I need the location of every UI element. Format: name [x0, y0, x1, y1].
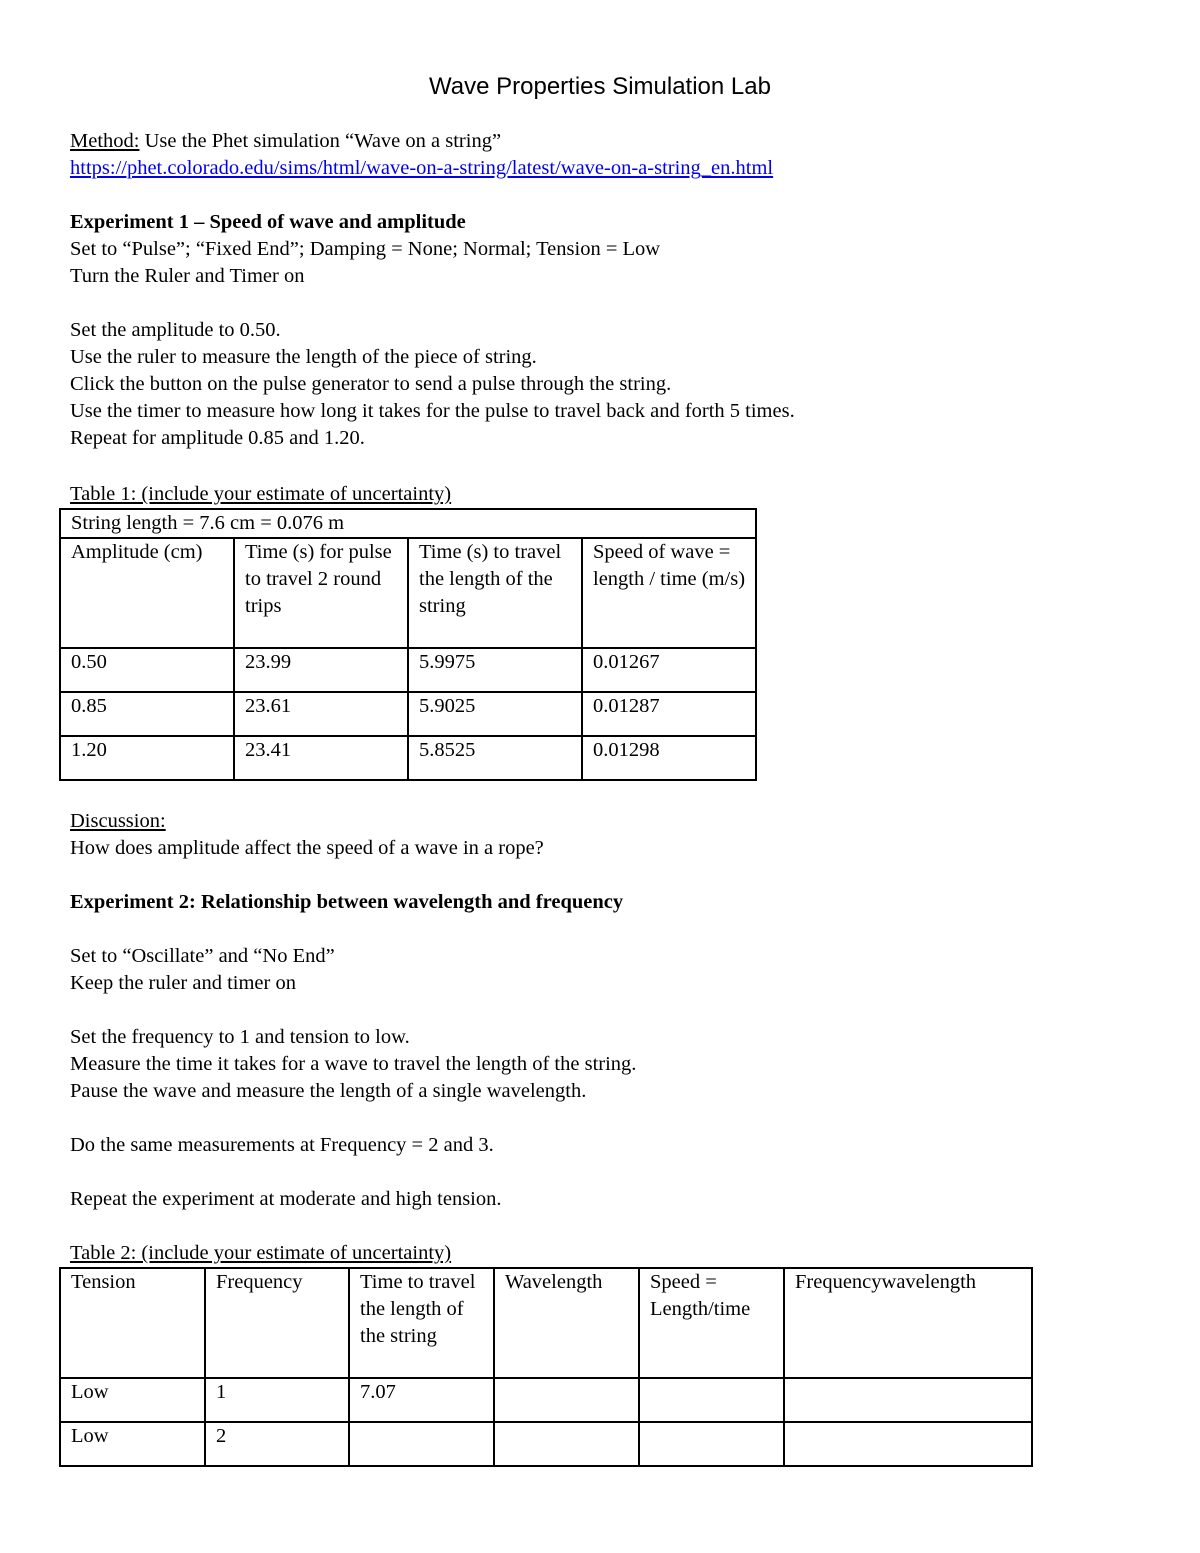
- exp1-step: Use the ruler to measure the length of the piece of string.: [70, 346, 537, 368]
- exp2-step: Measure the time it takes for a wave to travel the length of the string.: [70, 1053, 637, 1075]
- table-row: [60, 1378, 1032, 1422]
- table-row: [60, 1422, 1032, 1466]
- header-cell: Frequency: [205, 1268, 349, 1378]
- header-cell: Frequencywavelength: [784, 1268, 1032, 1378]
- exp1-setup-line: Set to “Pulse”; “Fixed End”; Damping = None; Normal; Tension = Low: [70, 238, 661, 260]
- exp1-step: Repeat for amplitude 0.85 and 1.20.: [70, 427, 365, 449]
- exp2-setup-line: Set to “Oscillate” and “No End”: [70, 945, 335, 967]
- discussion-section: [70, 808, 1130, 1213]
- table-row: [60, 648, 756, 692]
- table-row: [60, 692, 756, 736]
- exp1-step: Use the timer to measure how long it takes for the pulse to travel back and forth 5 times.: [70, 400, 795, 422]
- table-2-caption: Table 2: (include your estimate of uncertainty): [70, 1242, 452, 1264]
- exp2-setup-line: Keep the ruler and timer on: [70, 972, 296, 994]
- table-cell: 0.85: [60, 692, 234, 736]
- table-cell: [639, 1422, 784, 1466]
- table-header-row: [60, 538, 756, 648]
- header-cell: Time to travel the length of the string: [349, 1268, 494, 1378]
- table-cell: 5.9975: [408, 648, 582, 692]
- table-cell: 5.8525: [408, 736, 582, 780]
- table-row: [60, 736, 756, 780]
- header-cell: Speed of wave = length / time (m/s): [582, 538, 756, 648]
- discussion-label: Discussion:: [70, 810, 166, 832]
- table-cell: [639, 1378, 784, 1422]
- method-line: [70, 128, 1130, 155]
- exp2-step: Set the frequency to 1 and tension to low.: [70, 1026, 410, 1048]
- simulation-link[interactable]: https://phet.colorado.edu/sims/html/wave-on-a-string/latest/wave-on-a-string_en.html: [70, 157, 774, 179]
- exp2-step: Pause the wave and measure the length of a single wavelength.: [70, 1080, 587, 1102]
- header-cell: Wavelength: [494, 1268, 639, 1378]
- simulation-link-line: [70, 155, 1130, 182]
- table-cell: [784, 1378, 1032, 1422]
- table-1-caption: Table 1: (include your estimate of uncertainty): [70, 483, 452, 505]
- header-cell: Speed = Length/time: [639, 1268, 784, 1378]
- table-cell: [349, 1422, 494, 1466]
- table-cell: 23.61: [234, 692, 408, 736]
- table-cell: [784, 1422, 1032, 1466]
- table-row: [60, 509, 756, 538]
- table-cell: [494, 1422, 639, 1466]
- table-2: [59, 1267, 1033, 1467]
- exp1-setup-line: Turn the Ruler and Timer on: [70, 265, 305, 287]
- document-body: [70, 128, 1130, 452]
- table-cell: 23.41: [234, 736, 408, 780]
- table-cell: 0.50: [60, 648, 234, 692]
- header-cell: Time (s) for pulse to travel 2 round trips: [234, 538, 408, 648]
- header-cell: Time (s) to travel the length of the string: [408, 538, 582, 648]
- table-cell: 5.9025: [408, 692, 582, 736]
- method-label: Method:: [70, 130, 140, 152]
- exp2-same-measurements: Do the same measurements at Frequency = 2 and 3.: [70, 1134, 494, 1156]
- page-title: Wave Properties Simulation Lab: [429, 73, 771, 100]
- experiment-2-heading: Experiment 2: Relationship between wavelength and frequency: [70, 891, 624, 913]
- table-cell: [494, 1378, 639, 1422]
- method-text: Use the Phet simulation “Wave on a string”: [139, 130, 502, 152]
- table-cell: 1: [205, 1378, 349, 1422]
- experiment-1-heading: Experiment 1 – Speed of wave and amplitude: [70, 211, 466, 233]
- table-cell: 2: [205, 1422, 349, 1466]
- exp2-repeat: Repeat the experiment at moderate and high tension.: [70, 1188, 502, 1210]
- table-1: [59, 508, 757, 781]
- table-cell: 0.01287: [582, 692, 756, 736]
- table-cell: 0.01267: [582, 648, 756, 692]
- header-cell: Tension: [60, 1268, 205, 1378]
- table-cell: 1.20: [60, 736, 234, 780]
- table-cell: 23.99: [234, 648, 408, 692]
- header-cell: Amplitude (cm): [60, 538, 234, 648]
- table-cell: Low: [60, 1378, 205, 1422]
- table-cell: 7.07: [349, 1378, 494, 1422]
- table-cell: Low: [60, 1422, 205, 1466]
- string-length-cell: String length = 7.6 cm = 0.076 m: [60, 509, 756, 538]
- exp1-step: Set the amplitude to 0.50.: [70, 319, 281, 341]
- exp1-step: Click the button on the pulse generator to send a pulse through the string.: [70, 373, 672, 395]
- discussion-question: How does amplitude affect the speed of a wave in a rope?: [70, 837, 544, 859]
- table-header-row: [60, 1268, 1032, 1378]
- table-cell: 0.01298: [582, 736, 756, 780]
